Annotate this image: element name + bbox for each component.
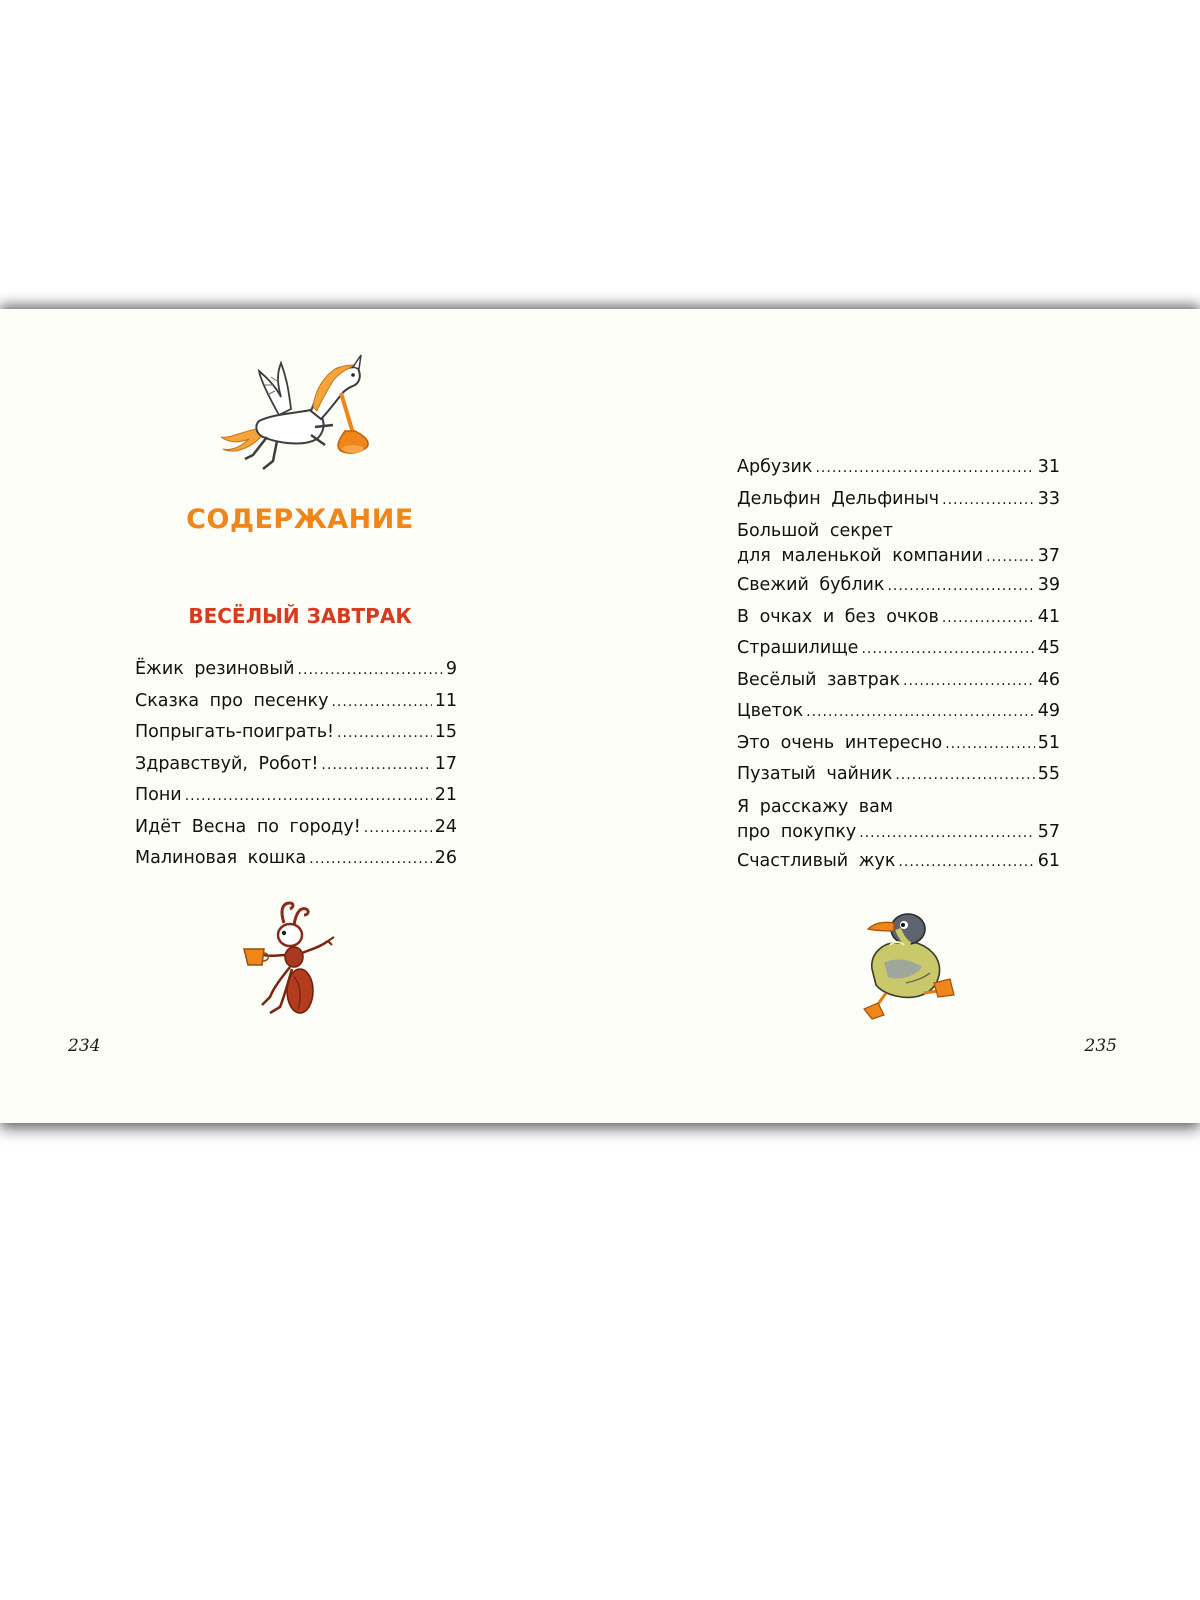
toc-entry[interactable]: [737, 602, 1060, 634]
toc-entry-page: 17: [434, 753, 457, 774]
toc-entry[interactable]: [135, 686, 457, 718]
dot-leader: [861, 634, 1034, 665]
duckling-illustration: [850, 899, 960, 1029]
toc-entry-page: 9: [445, 659, 457, 679]
right-page: [600, 309, 1200, 1123]
toc-list-left: [135, 654, 457, 875]
toc-entry-page: 26: [434, 848, 457, 868]
contents-title: СОДЕРЖАНИЕ: [186, 504, 414, 535]
toc-entry-page: 15: [434, 722, 457, 742]
ant-illustration: [240, 897, 340, 1021]
toc-entry-page: 21: [434, 785, 457, 805]
toc-entry-page: 24: [434, 816, 457, 837]
left-page: [0, 309, 600, 1123]
toc-entry-page: 37: [1037, 546, 1060, 566]
toc-entry[interactable]: [135, 780, 457, 812]
toc-entry-title: про покупку: [737, 821, 857, 842]
toc-entry-page: 46: [1037, 669, 1060, 690]
toc-entry[interactable]: [737, 759, 1060, 791]
dot-leader: [895, 760, 1034, 791]
toc-entry-page: 31: [1037, 457, 1060, 477]
dot-leader: [309, 844, 431, 875]
toc-entry-page: 45: [1037, 638, 1060, 658]
dot-leader: [298, 655, 443, 686]
toc-entry[interactable]: [737, 728, 1060, 760]
dot-leader: [321, 750, 431, 781]
toc-entry[interactable]: [737, 633, 1060, 665]
toc-entry[interactable]: [135, 654, 457, 686]
dot-leader: [331, 687, 431, 718]
dot-leader: [942, 603, 1035, 634]
dot-leader: [887, 571, 1034, 602]
toc-entry-page: 55: [1037, 764, 1060, 784]
section-title: ВЕСЁЛЫЙ ЗАВТРАК: [188, 604, 412, 628]
toc-entry-title: Это очень интересно: [737, 732, 943, 753]
toc-entry-page: 49: [1037, 701, 1060, 721]
toc-entry-title: Арбузик: [737, 457, 813, 477]
toc-entry-page: 57: [1037, 821, 1060, 842]
toc-entry-title-line1: Большой секрет: [737, 521, 893, 541]
toc-entry[interactable]: [737, 484, 1060, 516]
page-number: 235: [1084, 1036, 1117, 1056]
dot-leader: [942, 485, 1035, 516]
book-spread: [0, 309, 1200, 1123]
toc-entry[interactable]: [737, 570, 1060, 602]
toc-entry-title: В очках и без очков: [737, 606, 939, 627]
toc-entry-title-line1: Я расскажу вам: [737, 796, 894, 817]
toc-entry-page: 39: [1037, 575, 1060, 595]
toc-entry-title: Пони: [135, 785, 182, 805]
toc-entry[interactable]: [737, 452, 1060, 484]
toc-entry-title: Дельфин Дельфиныч: [737, 488, 940, 509]
toc-entry-title: Ёжик резиновый: [135, 659, 295, 679]
toc-entry-title: Сказка про песенку: [135, 690, 329, 711]
toc-entry-page: 41: [1037, 606, 1060, 627]
toc-entry-title: Малиновая кошка: [135, 848, 307, 868]
toc-entry[interactable]: [737, 665, 1060, 697]
toc-entry-title: Весёлый завтрак: [737, 669, 901, 690]
page-number: 234: [68, 1036, 101, 1056]
toc-entry-page: 61: [1037, 850, 1060, 871]
toc-entry-title: Страшилище: [737, 638, 859, 658]
toc-entry[interactable]: [737, 846, 1060, 878]
toc-entry-title: Цветок: [737, 701, 804, 721]
dot-leader: [986, 544, 1035, 570]
toc-entry-page: 33: [1037, 488, 1060, 509]
dot-leader: [945, 729, 1034, 760]
toc-entry-title: Здравствуй, Робот!: [135, 753, 319, 774]
toc-entry-title: Счастливый жук: [737, 850, 896, 871]
toc-list-right: [737, 452, 1060, 877]
dot-leader: [364, 813, 432, 844]
toc-entry[interactable]: [135, 843, 457, 875]
toc-entry[interactable]: [737, 791, 1060, 846]
dot-leader: [903, 666, 1035, 697]
toc-entry-title: Свежий бублик: [737, 575, 885, 595]
toc-entry[interactable]: [135, 717, 457, 749]
toc-entry-title: Попрыгать-поиграть!: [135, 722, 335, 742]
toc-entry[interactable]: [135, 749, 457, 781]
dot-leader: [815, 453, 1034, 484]
toc-entry-title: для маленькой компании: [737, 546, 984, 566]
toc-entry[interactable]: [737, 696, 1060, 728]
toc-entry[interactable]: [135, 812, 457, 844]
dot-leader: [806, 697, 1035, 728]
toc-entry-page: 51: [1037, 732, 1060, 753]
winged-horse-illustration: [215, 351, 385, 475]
toc-entry-title: Пузатый чайник: [737, 764, 893, 784]
dot-leader: [898, 847, 1034, 878]
toc-entry-title: Идёт Весна по городу!: [135, 816, 361, 837]
dot-leader: [185, 781, 432, 812]
dot-leader: [859, 820, 1034, 846]
toc-entry-page: 11: [434, 690, 457, 711]
toc-entry[interactable]: [737, 515, 1060, 570]
dot-leader: [337, 718, 432, 749]
